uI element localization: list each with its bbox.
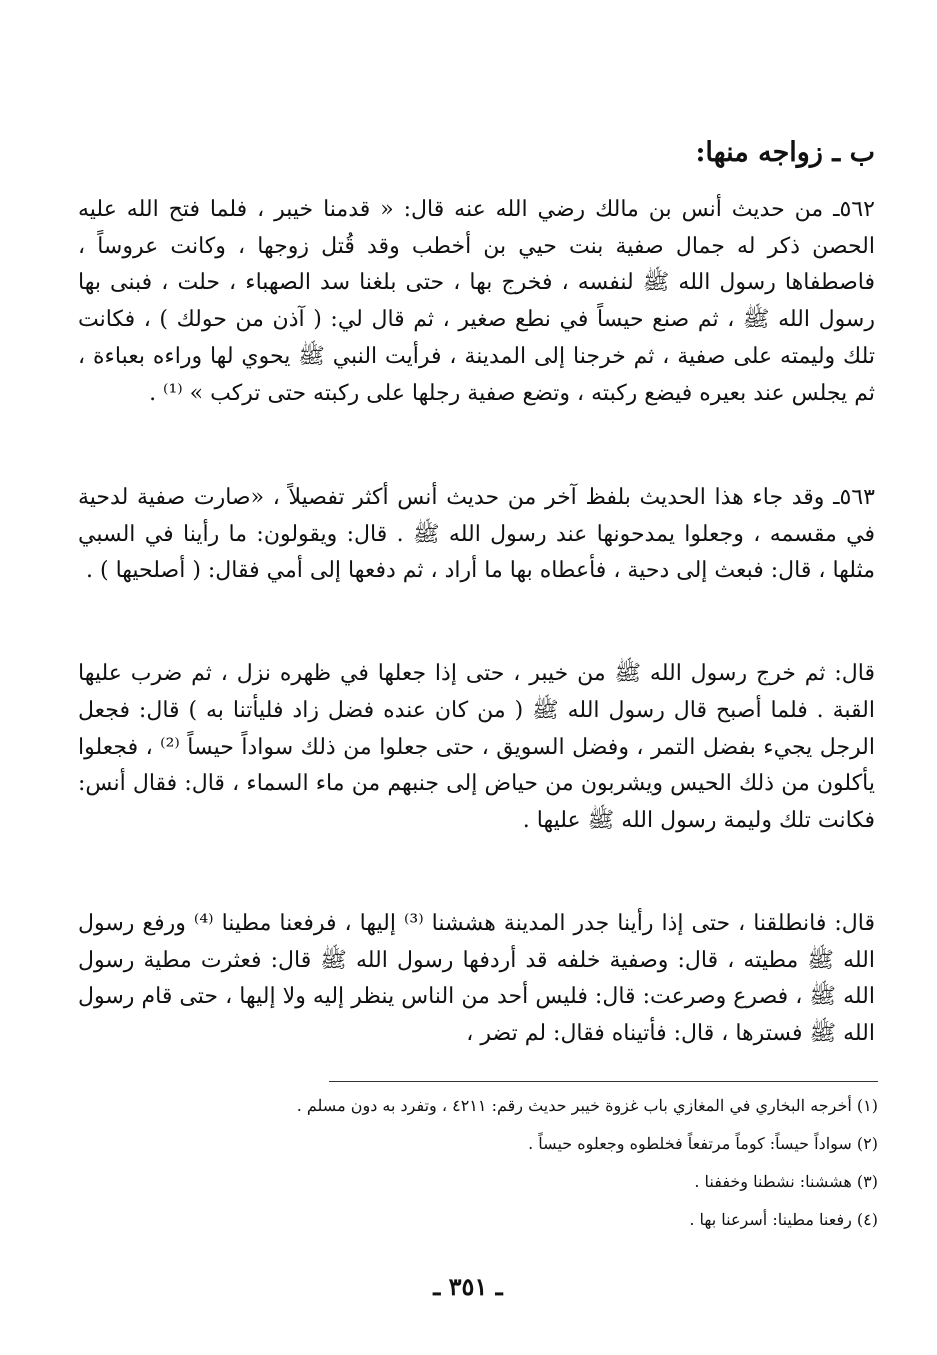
footnotes [160, 1096, 878, 1248]
section-heading: ب ـ زواجه منها: [695, 137, 875, 168]
footnote-2: (٢) سواداً حيساً: كوماً مرتفعاً فخلطوه وجعلوه حيساً . [528, 1134, 878, 1153]
footnote-4: (٤) رفعنا مطينا: أسرعنا بها . [689, 1210, 878, 1229]
footnote-1: (١) أخرجه البخاري في المغازي باب غزوة خيبر حديث رقم: ٤٢١١ ، وتفرد به دون مسلم . [296, 1096, 878, 1115]
hadith-paragraph-continuation-2: قال: فانطلقنا ، حتى إذا رأينا جدر المدينة هششنا ⁽³⁾ إليها ، فرفعنا مطينا ⁽⁴⁾ ورفع رسول الله ﷺ مطيته ، قال: وصفية خلفه قد أردفها رسول الله ﷺ قال: فعثرت مطية رسول الله ﷺ ، فصرع وصرعت: قال: فليس أحد من الناس ينظر إليه ولا إليها ، حتى قام رسول الله ﷺ فسترها ، قال: فأتيناه فقال: لم تضر ، [78, 911, 876, 1046]
hadith-paragraph-562: ٥٦٢ـ من حديث أنس بن مالك رضي الله عنه قال: « قدمنا خيبر ، فلما فتح الله عليه الحصن ذكر له جمال صفية بنت حيي بن أخطب وقد قُتل زوجها ، وكانت عروساً ، فاصطفاها رسول الله ﷺ لنفسه ، فخرج بها ، حتى بلغنا سد الصهباء ، حلت ، فبنى بها رسول الله ﷺ ، ثم صنع حيساً في نطع صغير ، ثم قال لي: ( آذن من حولك ) ، فكانت تلك وليمته على صفية ، ثم خرجنا إلى المدينة ، فرأيت النبي ﷺ يحوي لها وراءه بعباءة ، ثم يجلس عند بعيره فيضع ركبته ، وتضع صفية رجلها على ركبته حتى تركب » ⁽¹⁾ . [78, 197, 875, 406]
footnote-3: (٣) هششنا: نشطنا وخففنا . [694, 1172, 878, 1191]
hadith-paragraph-continuation-1: قال: ثم خرج رسول الله ﷺ من خيبر ، حتى إذا جعلها في ظهره نزل ، ثم ضرب عليها القبة . فلما أصبح قال رسول الله ﷺ ( من كان عنده فضل زاد فليأتنا به ) قال: فجعل الرجل يجيء بفضل التمر ، وفضل السويق ، حتى جعلوا من ذلك سواداً حيساً ⁽²⁾ ، فجعلوا يأكلون من ذلك الحيس ويشربون من حياض إلى جنبهم من ماء السماء ، قال: فقال أنس: فكانت تلك وليمة رسول الله ﷺ عليها . [78, 661, 875, 834]
hadith-paragraph-563: ٥٦٣ـ وقد جاء هذا الحديث بلفظ آخر من حديث أنس أكثر تفصيلاً ، «صارت صفية لدحية في مقسمه ، وجعلوا يمدحونها عند رسول الله ﷺ . قال: ويقولون: ما رأينا في السبي مثلها ، قال: فبعث إلى دحية ، فأعطاه بها ما أراد ، ثم دفعها إلى أمي فقال: ( أصلحيها ) . [78, 485, 875, 583]
footnote-divider [329, 1081, 878, 1082]
page-number: ـ ٣٥١ ـ [433, 1272, 503, 1301]
